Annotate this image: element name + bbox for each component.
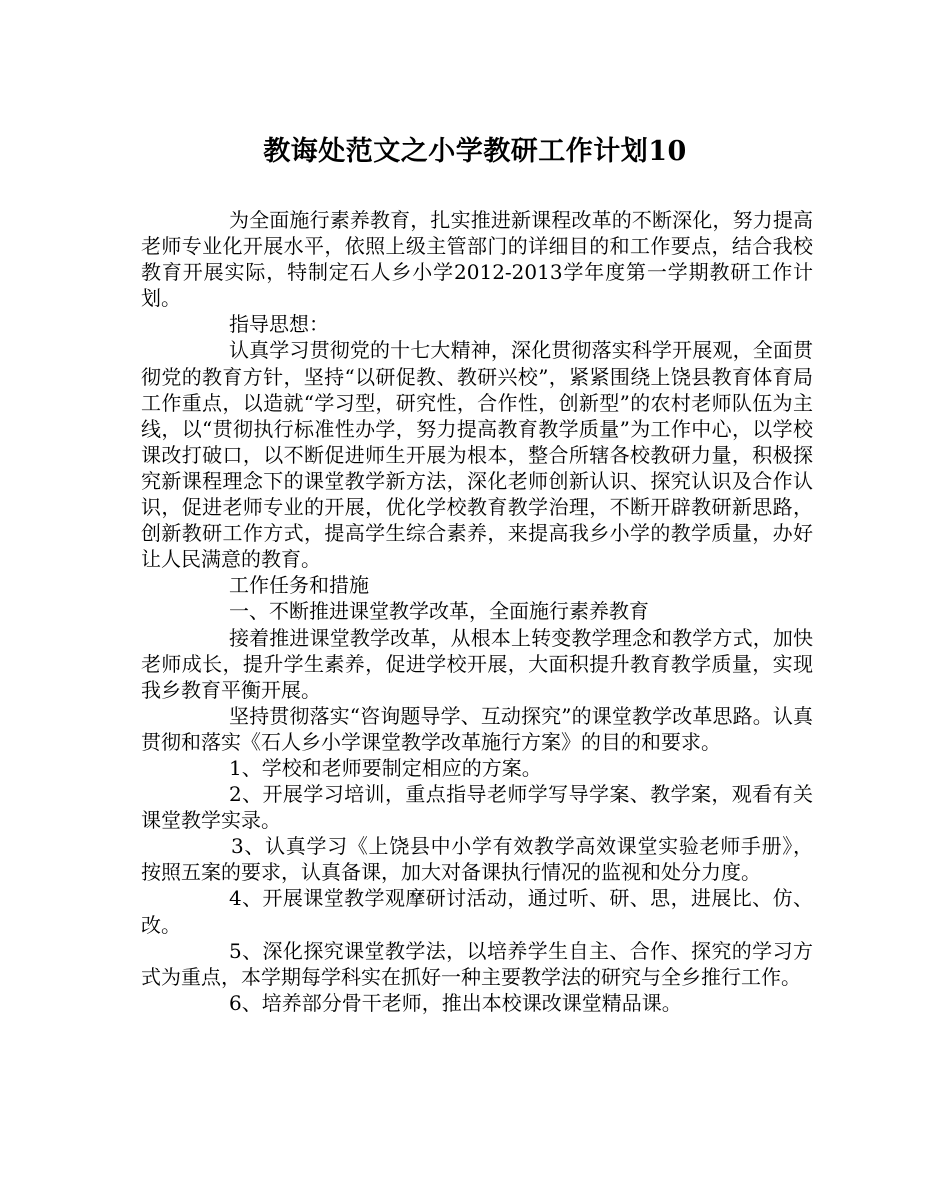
document-title: 教诲处范文之小学教研工作计划10 bbox=[263, 136, 687, 167]
list-item-3: 3、认真学习《上饶县中小学有效教学高效课堂实验老师手册》，按照五案的要求，认真备课，加大对备课执行情况的监视和处分力度。 bbox=[141, 834, 813, 885]
document-body bbox=[141, 207, 813, 1016]
heading-section-one: 一、不断推进课堂教学改革，全面施行素养教育 bbox=[229, 599, 649, 624]
list-item-4: 4、开展课堂教学观摩研讨活动，通过听、研、思，进展比、仿、改。 bbox=[141, 886, 813, 937]
list-item-2: 2、开展学习培训，重点指导老师学写导学案、教学案，观看有关课堂教学实录。 bbox=[141, 782, 813, 833]
list-item-5: 5、深化探究课堂教学法，以培养学生自主、合作、探究的学习方式为重点，本学期每学科实在抓好一种主要教学法的研究与全乡推行工作。 bbox=[141, 938, 813, 989]
list-item-6: 6、培养部分骨干老师，推出本校课改课堂精品课。 bbox=[229, 990, 682, 1015]
paragraph-reform-approach: 坚持贯彻落实“咨询题导学、互动探究”的课堂教学改革思路。认真贯彻和落实《石人乡小学课堂教学改革施行方案》的目的和要求。 bbox=[141, 703, 813, 754]
heading-guiding-thought: 指导思想： bbox=[229, 312, 329, 337]
heading-tasks-measures: 工作任务和措施 bbox=[229, 573, 369, 598]
list-item-1: 1、学校和老师要制定相应的方案。 bbox=[229, 755, 542, 780]
paragraph-intro: 为全面施行素养教育，扎实推进新课程改革的不断深化，努力提高老师专业化开展水平，依照上级主管部门的详细目的和工作要点，结合我校教育开展实际，特制定石人乡小学2012-2013学年度第一学期教研工作计划。 bbox=[141, 208, 813, 311]
paragraph-guiding-thought: 认真学习贯彻党的十七大精神，深化贯彻落实科学开展观，全面贯彻党的教育方针，坚持“以研促教、教研兴校”，紧紧围绕上饶县教育体育局工作重点，以造就“学习型，研究性，合作性，创新型”的农村老师队伍为主线，以“贯彻执行标准性办学，努力提高教育教学质量”为工作中心，以学校课改打破口，以不断促进师生开展为根本，整合所辖各校教研力量，积极探究新课程理念下的课堂教学新方法，深化老师创新认识、探究认识及合作认识，促进老师专业的开展，优化学校教育教学治理，不断开辟教研新思路，创新教研工作方式，提高学生综合素养，来提高我乡小学的教学质量，办好让人民满意的教育。 bbox=[141, 338, 813, 572]
paragraph-reform: 接着推进课堂教学改革，从根本上转变教学理念和教学方式，加快老师成长，提升学生素养，促进学校开展，大面积提升教育教学质量，实现我乡教育平衡开展。 bbox=[141, 625, 813, 702]
